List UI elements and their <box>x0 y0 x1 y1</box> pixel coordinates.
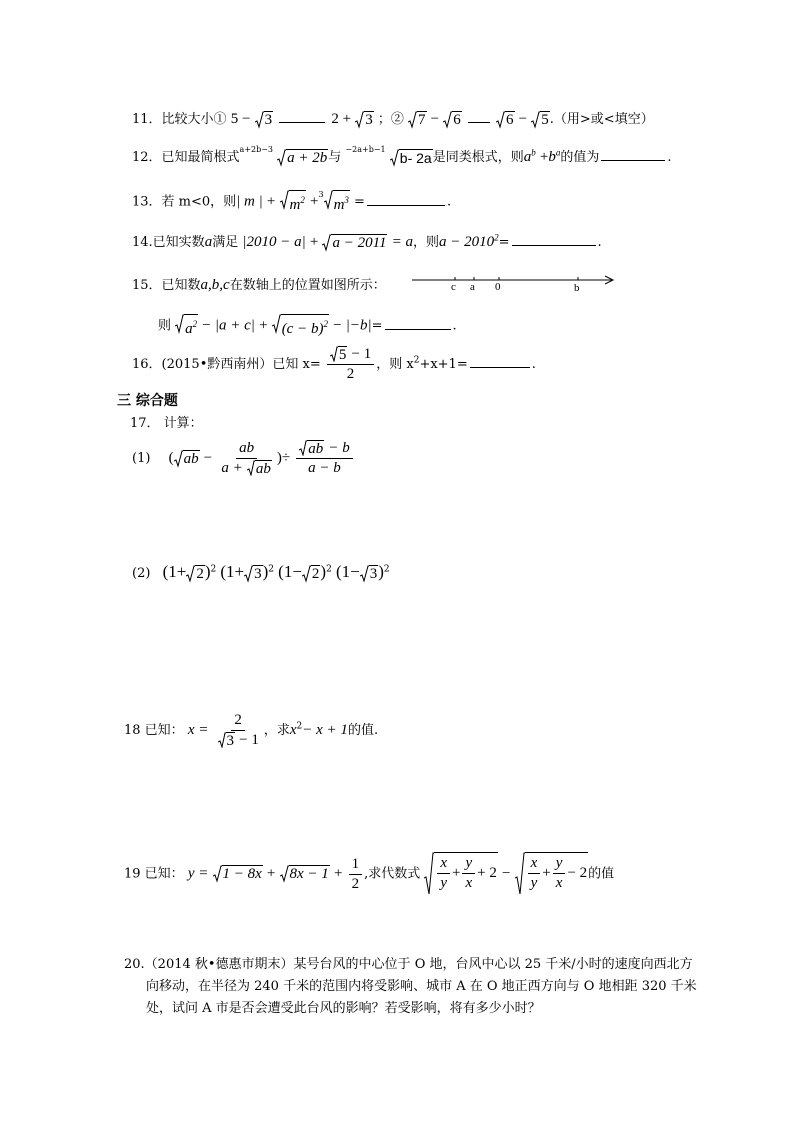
period: . <box>597 235 602 250</box>
sqrt-sign: $(c - b)^2$ <box>272 314 329 338</box>
vars: a,b,c <box>200 277 230 293</box>
q20-line-2: 向移动，在半径为 240 千米的范围内将受影响、城市 A 在 O 地正西方向与 O 地相距 320 千米 <box>146 979 697 994</box>
sqrt-sign: 3 <box>244 565 263 583</box>
plus: + <box>310 193 319 210</box>
factor: (1− <box>278 562 302 581</box>
sqrt-sign: 1 − 8x <box>213 865 263 883</box>
big-sqrt-sign: $\frac{x}{y}$ + $\frac{y}{x}$ + 2 <box>424 852 498 896</box>
fraction: ab − b a − b <box>296 440 353 477</box>
var-x: x = <box>187 722 209 738</box>
question-13 <box>132 190 451 214</box>
question-15 <box>132 274 386 294</box>
q18-text: ，求 <box>263 723 290 738</box>
part-label: (2) <box>132 566 151 581</box>
exponent: a <box>555 147 561 158</box>
exponent: 2 <box>268 564 275 575</box>
abs-m: | m | <box>236 193 263 210</box>
var-a: a <box>204 234 213 250</box>
question-16 <box>132 346 536 383</box>
q18-label: 18 已知： <box>124 723 184 738</box>
sqrt-sign: 6 <box>496 111 515 129</box>
exponent: 2 <box>326 564 332 575</box>
plus: + <box>259 317 268 334</box>
sqrt-sign: 3 <box>360 565 379 583</box>
period: . <box>531 357 536 372</box>
q18-text: 的值. <box>347 723 379 738</box>
root-index: a+2b−3 <box>239 145 274 154</box>
question-12 <box>132 146 671 167</box>
period: . <box>452 318 457 334</box>
fraction: $\frac{1}{2}$ <box>349 856 363 893</box>
sqrt-sign: ab <box>174 450 200 468</box>
period: . <box>446 194 452 210</box>
expr: a − 2010 <box>439 234 495 250</box>
q15-label: 15．已知数 <box>132 278 201 293</box>
answer-blank[interactable] <box>385 318 451 330</box>
sqrt-sign: a + 2b <box>277 149 328 167</box>
plus: + <box>333 865 343 882</box>
equals: = <box>371 318 383 334</box>
minus: − <box>518 111 528 127</box>
question-19 <box>124 852 614 896</box>
question-15-line2 <box>158 314 457 338</box>
minus: − <box>333 317 342 334</box>
plus: + <box>266 193 276 210</box>
fraction: 2 3 − 1 <box>215 712 262 749</box>
question-17-part2 <box>132 562 390 583</box>
sqrt-sign: 5 <box>531 111 550 129</box>
var-y: y = <box>187 865 209 882</box>
abs-expr: |2010 − a| <box>242 234 306 250</box>
var-x: x <box>289 722 297 738</box>
number-line <box>412 272 617 294</box>
paren: ) <box>204 562 211 581</box>
minus: − <box>502 865 511 882</box>
q16-text: ，则 x <box>376 357 414 372</box>
factor: (1− <box>335 562 360 581</box>
exponent: 2 <box>383 564 390 575</box>
minus: − <box>430 111 440 127</box>
sqrt-sign: $a^2$ <box>175 314 198 338</box>
q20-line-3: 处，试问 A 市是否会遭受此台风的影响？若受影响，将有多少小时？ <box>146 1001 541 1016</box>
divide: ÷ <box>281 450 291 466</box>
var-a: a <box>523 149 532 165</box>
plus: + <box>309 234 319 250</box>
sqrt-sign: a − 2011 <box>322 234 387 252</box>
answer-blank[interactable] <box>512 234 596 246</box>
circled-1: ① <box>213 112 227 127</box>
q12-label: 12．已知最简根式 <box>132 150 240 165</box>
question-17-part1 <box>132 440 355 477</box>
answer-blank[interactable] <box>601 149 665 161</box>
exponent: b <box>531 147 536 158</box>
q12-text: 的值为 <box>560 150 600 165</box>
equals-a: = a <box>391 234 413 250</box>
paren: ) <box>262 562 269 581</box>
factor: (1+ <box>162 562 187 581</box>
equals: = <box>498 235 510 250</box>
q14-label: 14.已知实数 <box>132 235 205 250</box>
root-index: −2a+b−1 <box>345 145 386 154</box>
paren: ) <box>378 562 384 581</box>
fraction: ab a + ab <box>221 440 271 477</box>
label-b: b <box>574 282 580 294</box>
q11-term: 5 − <box>230 111 251 127</box>
question-18 <box>124 712 378 749</box>
answer-blank[interactable] <box>470 356 530 368</box>
q20-line-1: 20.（2014 秋•德惠市期末）某号台风的中心位于 O 地，台风中心以 25 千米/小时的速度向西北方 <box>124 957 693 972</box>
q19-text: ,求代数式 <box>364 866 421 882</box>
q19-text: 的值 <box>588 866 615 882</box>
var-b: b <box>548 149 556 165</box>
sqrt-sign: 2 <box>186 565 205 583</box>
q15-text: 则 <box>158 318 172 334</box>
sqrt-sign: b- 2a <box>390 149 433 167</box>
plus: + <box>266 865 276 882</box>
sqrt-sign: 3 <box>255 111 274 129</box>
q11-tail: .（用>或<填空） <box>549 112 654 127</box>
big-sqrt-sign: $\frac{x}{y}$ + $\frac{y}{x}$ − 2 <box>515 852 589 896</box>
question-20 <box>124 954 697 1020</box>
exponent: 2 <box>210 564 217 575</box>
q11-label: 11．比较大小 <box>132 112 214 127</box>
question-14 <box>132 231 602 252</box>
minus: − <box>202 317 211 334</box>
q16-text: +x+1= <box>419 357 468 372</box>
paren: ) <box>276 450 282 466</box>
fraction: 5 − 1 2 <box>327 346 374 383</box>
paren: ) <box>320 562 327 581</box>
label-0: 0 <box>495 281 501 293</box>
period: . <box>667 150 672 165</box>
factor: (1+ <box>220 562 245 581</box>
q14-text: 满足 <box>212 235 239 250</box>
sqrt-sign: 3 <box>355 111 374 129</box>
sqrt-sign: $m^2$ <box>280 190 306 214</box>
part-label: (1) <box>132 451 151 466</box>
q14-text: ，则 <box>413 235 440 250</box>
sqrt-sign: 6 <box>443 111 462 129</box>
exponent: 2 <box>494 232 499 243</box>
q15-text: 在数轴上的位置如图所示： <box>229 278 386 293</box>
abs-expr: |−b| <box>345 317 372 334</box>
sqrt-sign: 8x − 1 <box>280 865 330 883</box>
q12-mid: 与 <box>328 150 342 165</box>
minus: − <box>203 450 213 466</box>
answer-blank[interactable] <box>468 111 490 123</box>
q19-label: 19 已知： <box>124 866 184 882</box>
sqrt-sign: 7 <box>408 111 427 129</box>
q11-sep: ；② <box>377 112 404 127</box>
q12-text: 是同类根式，则 <box>432 150 524 165</box>
section-title: 三 综合题 <box>117 393 178 409</box>
q13-label: 13．若 m<0，则 <box>132 194 237 210</box>
label-a: a <box>470 281 475 293</box>
label-c: c <box>451 281 456 293</box>
exponent: 2 <box>413 355 420 366</box>
equals: = <box>354 194 365 210</box>
answer-blank[interactable] <box>367 194 445 206</box>
paren: ( <box>168 450 174 466</box>
q11-term: 2 + <box>331 111 352 127</box>
sqrt-sign: 2 <box>302 565 321 583</box>
cbrt-sign: $m^3$ <box>324 190 350 214</box>
plus: + <box>539 149 549 165</box>
abs-expr: |a + c| <box>214 317 255 334</box>
question-17: 17． 计算： <box>130 416 203 431</box>
q16-label: 16．(2015•黔西南州）已知 x= <box>132 357 321 372</box>
number-line-svg <box>412 272 617 294</box>
expr: − x + 1 <box>302 722 348 738</box>
question-11 <box>132 108 654 129</box>
exponent: 2 <box>296 721 303 732</box>
answer-blank[interactable] <box>279 111 325 123</box>
root-index: 3 <box>318 189 324 199</box>
